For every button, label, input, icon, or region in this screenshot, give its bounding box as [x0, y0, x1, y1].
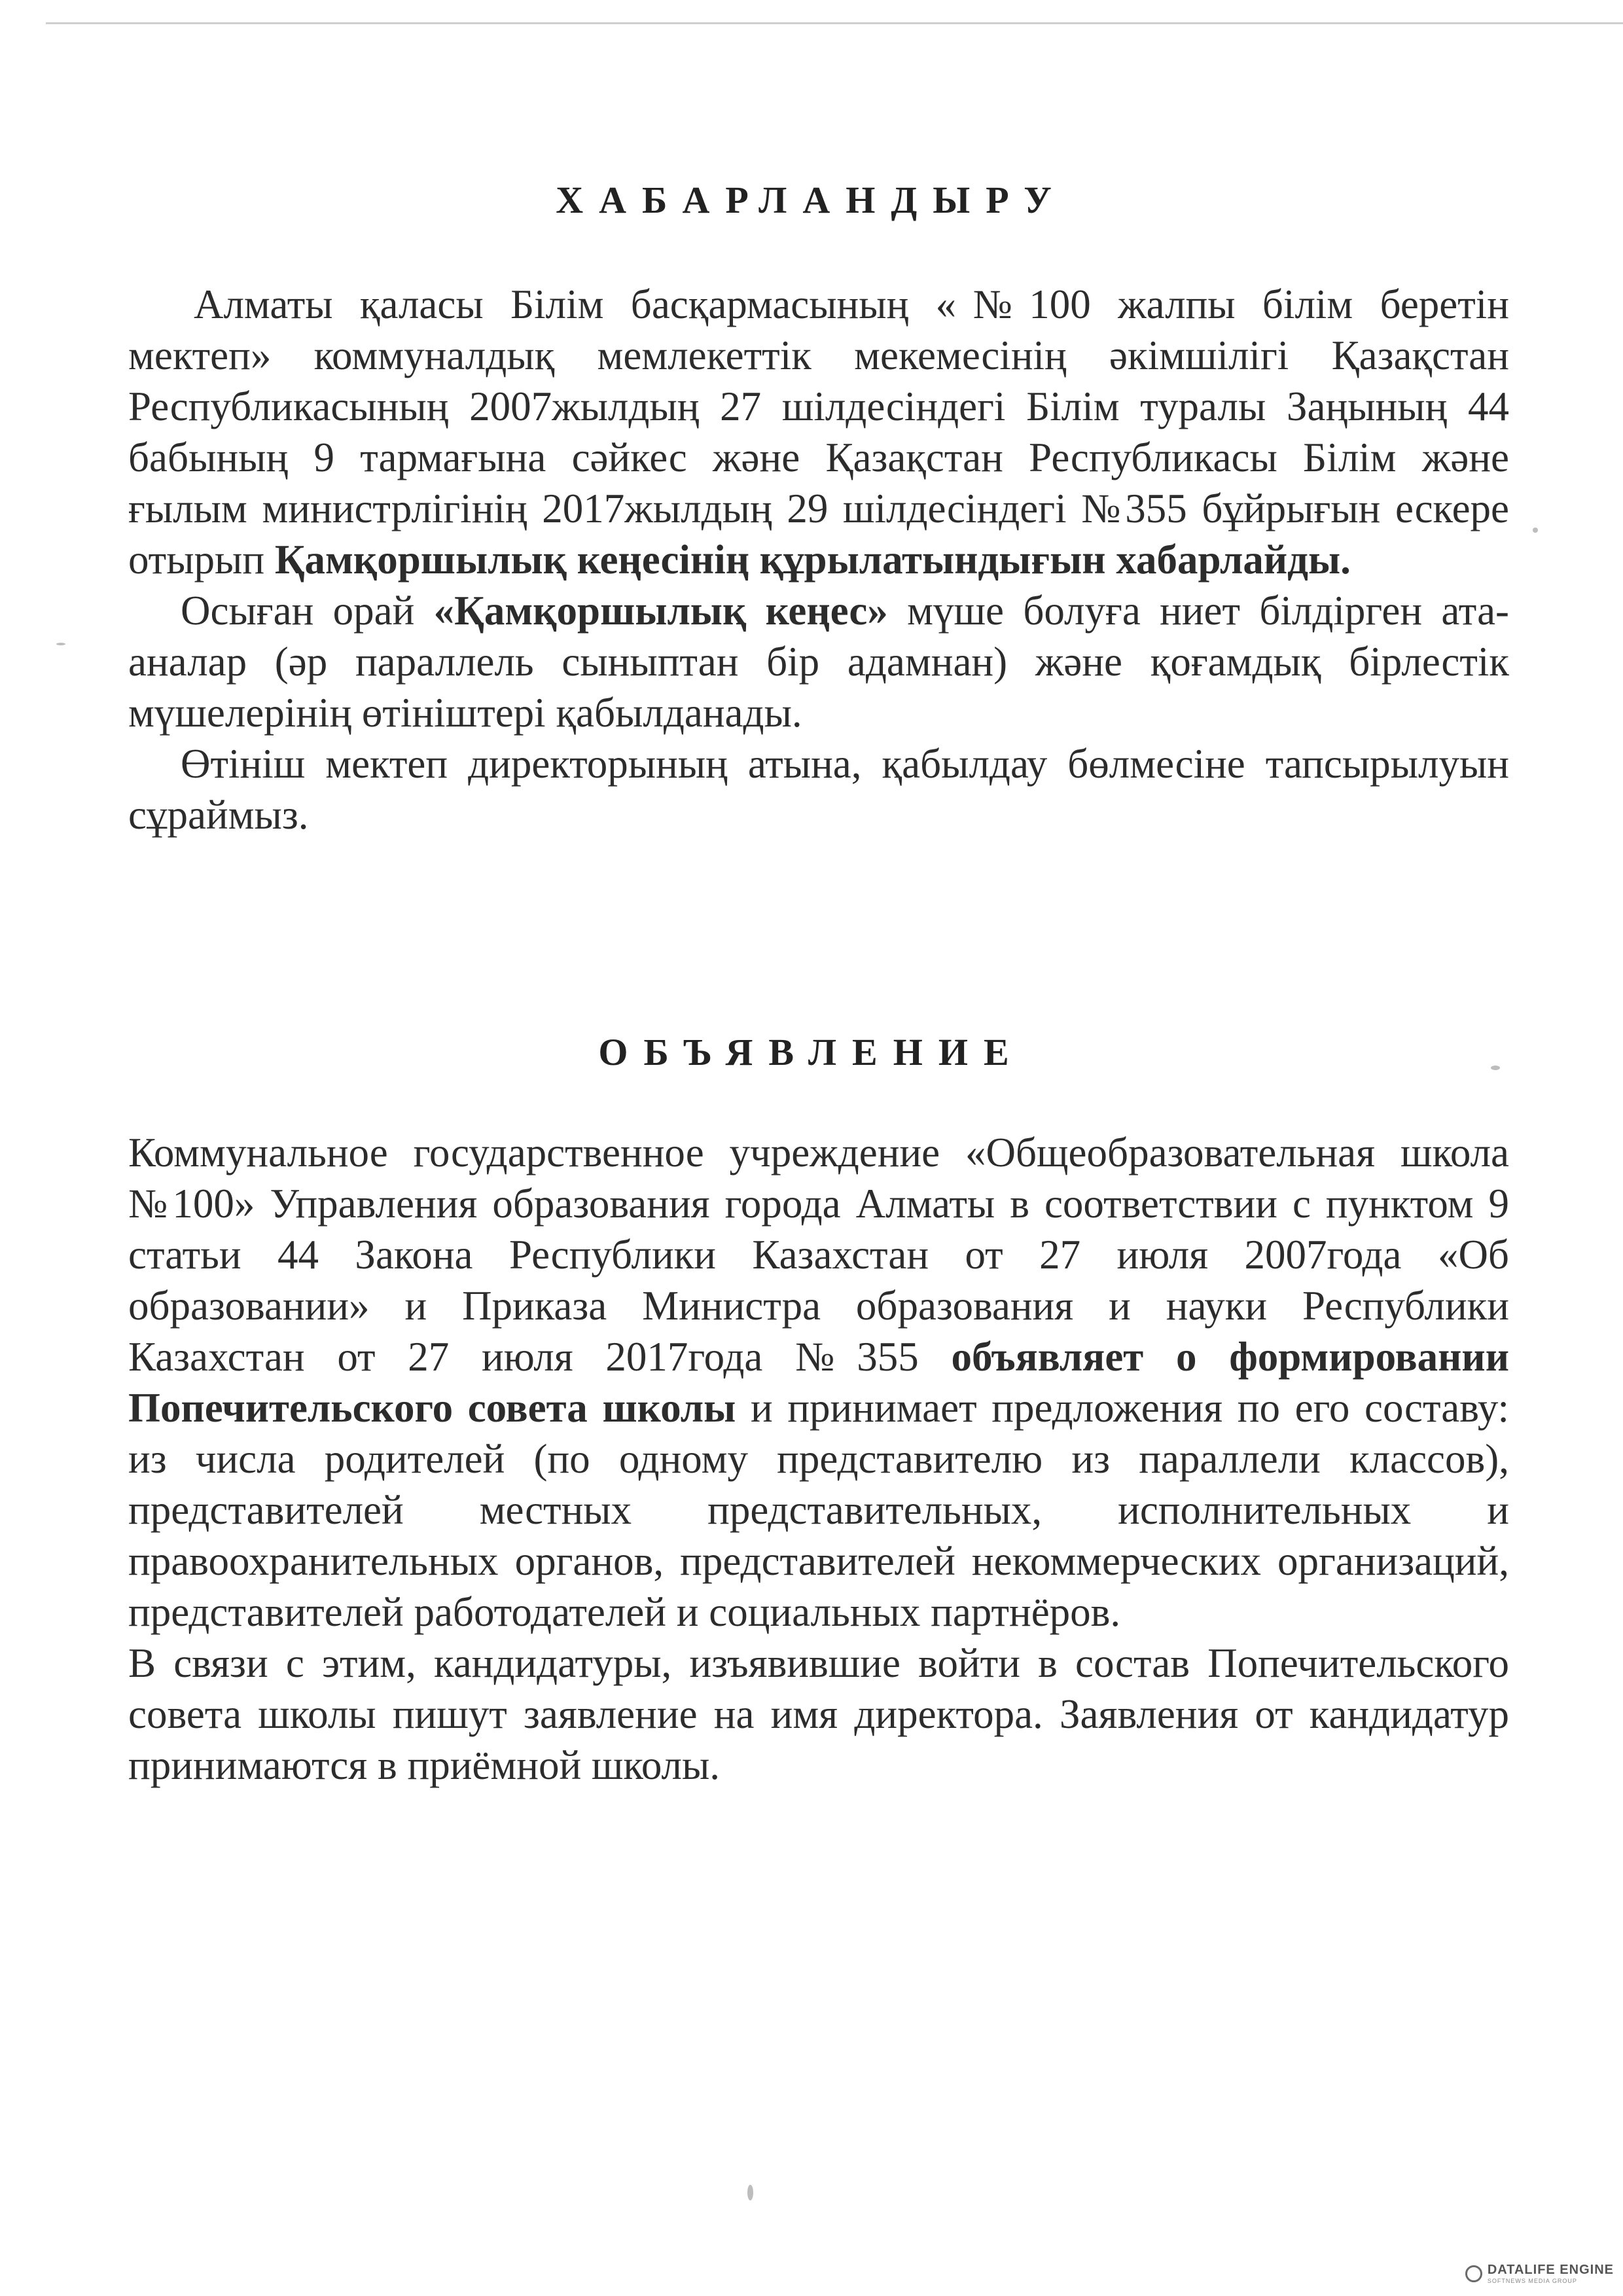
ru-paragraph-1-text-a: Коммунальное государственное учреждение «Общеобразовательная школа №100» Управления образования города Алматы в соответствии с пунктом 9 статьи 44 Закона Республики Казахстан от 27 июля 2007года «Об образовании» и Приказа Министра образования и науки Республики Казахстан от 27 июля 2017года №355 — [128, 1130, 1509, 1380]
ru-title: ОБЪЯВЛЕНИЕ — [598, 1031, 1025, 1073]
scan-top-edge — [46, 22, 1623, 24]
watermark-sub-text: SOFTNEWS MEDIA GROUP — [1487, 2278, 1577, 2284]
ru-paragraph-1-bold: объявляет о формировании Попечительского совета школы — [128, 1334, 1509, 1431]
kz-paragraph-1-text: Алматы қаласы Білім басқармасының «№100 жалпы білім беретін мектеп» коммуналдық мемлекеттік мекемесінің әкімшілігі Қазақстан Республикасының 2007жылдың 27 шілдесіндегі Білім туралы Заңының 44 бабының 9 тармағына сәйкес және Қазақстан Республикасы Білім және ғылым министрлігінің 2017жылдың 29 шілдесіндегі №355 бұйрығын ескере отырып — [128, 281, 1509, 583]
watermark-main-text: DATALIFE ENGINE — [1487, 2263, 1614, 2277]
ru-announcement-body — [128, 1127, 1509, 1791]
scan-speck — [1533, 528, 1538, 533]
kz-announcement-body — [128, 279, 1509, 840]
kz-paragraph-2-text-b: мүше болуға ниет білдірген ата-аналар (әр параллель сыныптан бір адамнан) және қоғамдық бірлестік мүшелерінің өтініштері қабылданады. — [128, 588, 1510, 736]
ru-paragraph-1 — [128, 1127, 1509, 1638]
kz-paragraph-2-bold: «Қамқоршылық кеңес» — [433, 588, 888, 634]
watermark-text — [1488, 2263, 1614, 2284]
kz-title: ХАБАРЛАНДЫРУ — [556, 179, 1067, 221]
kz-paragraph-1 — [128, 279, 1509, 585]
kz-paragraph-3: Өтініш мектеп директорының атына, қабылдау бөлмесіне тапсырылуын сұраймыз. — [128, 741, 1509, 838]
watermark-logo — [1465, 2263, 1614, 2284]
gear-icon — [1465, 2265, 1482, 2282]
scan-speck — [1491, 1066, 1500, 1070]
kz-paragraph-1-bold: Қамқоршылық кеңесінің құрылатындығын хабарлайды. — [274, 537, 1351, 583]
scan-speck — [747, 2185, 753, 2200]
ru-paragraph-1-text-b: и принимает предложения по его составу: из числа родителей (по одному представителю из параллели классов), представителей местных представительных, исполнительных и правоохранительных органов, представителей некоммерческих организаций, представителей работодателей и социальных партнёров. — [128, 1385, 1510, 1635]
kz-paragraph-2 — [128, 585, 1509, 738]
kz-paragraph-2-text-a: Осыған орай — [181, 588, 434, 634]
scan-speck — [56, 643, 65, 645]
ru-paragraph-2: В связи с этим, кандидатуры, изъявившие войти в состав Попечительского совета школы пишут заявление на имя директора. Заявления от кандидатур принимаются в приёмной школы. — [128, 1640, 1509, 1788]
